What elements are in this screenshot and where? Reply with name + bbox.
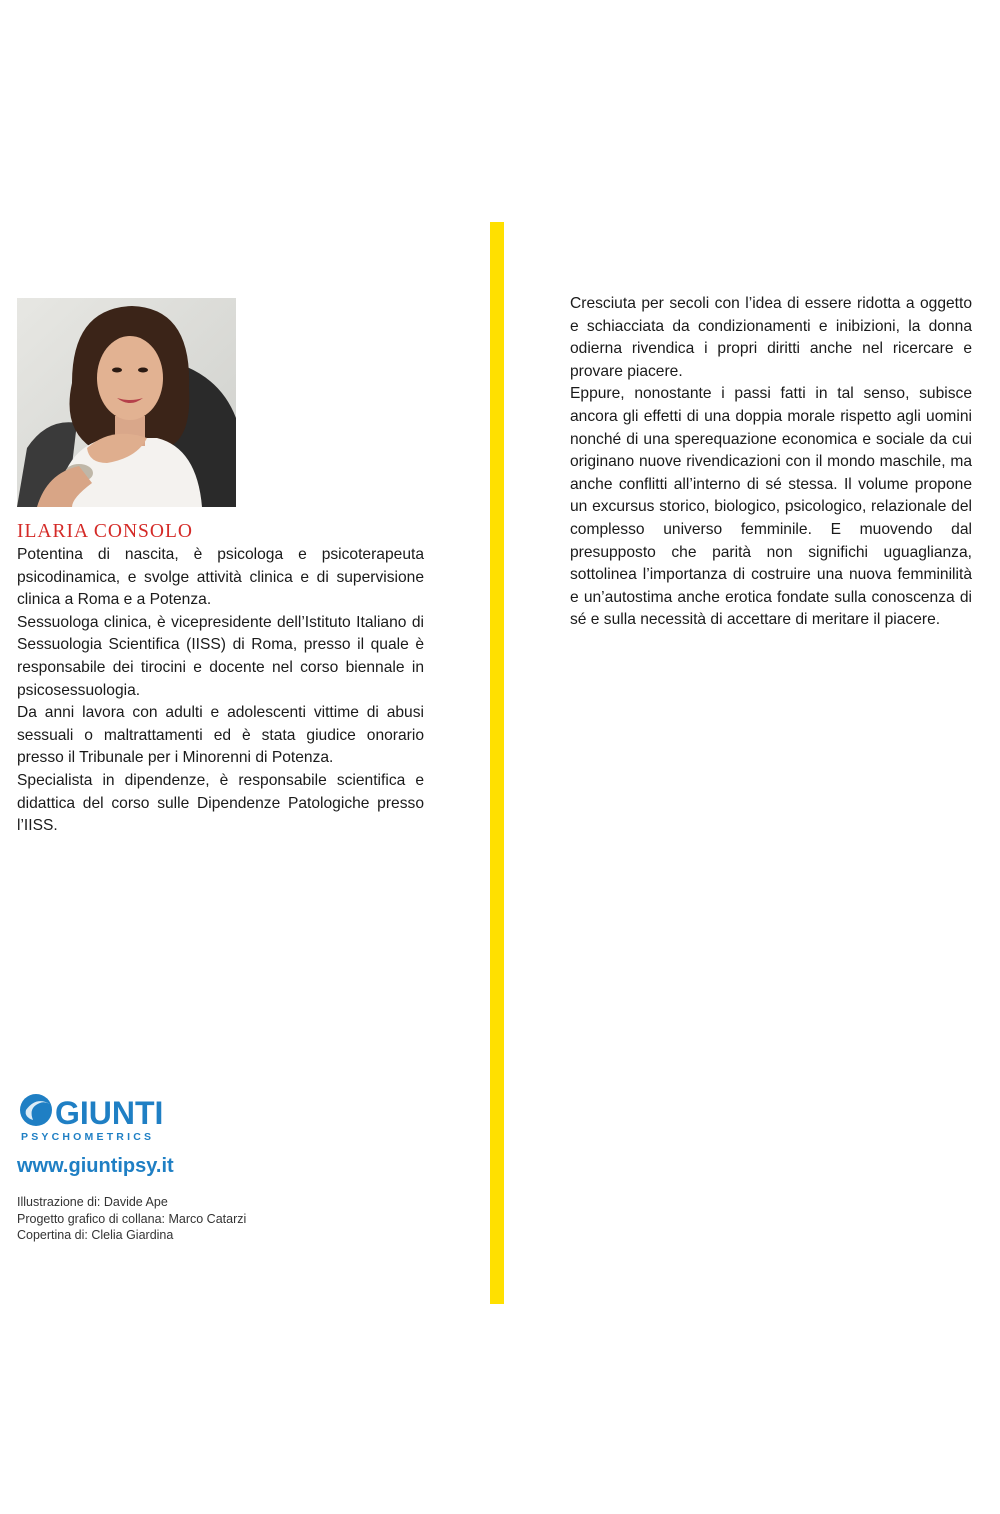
blurb-paragraph: Eppure, nonostante i passi fatti in tal senso, subisce ancora gli effetti di una doppia morale rispetto agli uomini nonché di una sperequazione economica e sociale da cui originano nuove rivendicazioni con il mondo maschile, ma anche conflitti all’interno di sé stessa. Il volume propone un excursus storico, biologico, psicologico, relazionale del complesso universo femminile. E muovendo dal presupposto che parità non significhi uguaglianza, sottolinea l’importanza di costruire una nuova femminilità e un’autostima anche erotica fondate sulla conoscenza di sé e sulla necessità di accettare di meritare il piacere.: [570, 385, 972, 629]
author-name: ILARIA CONSOLO: [17, 521, 193, 542]
credit-line: Progetto grafico di collana: Marco Catarzi: [17, 1211, 247, 1226]
bio-paragraph: Da anni lavora con adulti e adolescenti vittime di abusi sessuali o maltrattamenti ed è stata giudice onorario presso il Tribunale per i Minorenni di Potenza.: [17, 704, 424, 767]
publisher-logo: [17, 1090, 192, 1142]
logo-subtitle: PSYCHOMETRICS: [21, 1131, 155, 1142]
credit-line: Illustrazione di: Davide Ape: [17, 1195, 168, 1209]
credit-line: Copertina di: Clelia Giardina: [17, 1228, 174, 1242]
author-photo: [17, 298, 236, 507]
logo-wordmark: GIUNTI: [55, 1095, 164, 1131]
bio-paragraph: Potentina di nascita, è psicologa e psicoterapeuta psicodinamica, e svolge attività clinica e di supervisione clinica a Roma e a Potenza.: [17, 546, 424, 609]
blurb-paragraph: Cresciuta per secoli con l’idea di essere ridotta a oggetto e schiacciata da condizionamenti e inibizioni, la donna odierna rivendica i propri diritti anche nel ricercare e provare piacere.: [570, 295, 972, 380]
book-blurb: [570, 293, 972, 632]
website-url[interactable]: www.giuntipsy.it: [17, 1155, 174, 1177]
bio-paragraph: Sessuologa clinica, è vicepresidente dell’Istituto Italiano di Sessuologia Scientifica (IISS) di Roma, presso il quale è responsabile dei tirocini e docente nel corso biennale in psicosessuologia.: [17, 613, 424, 699]
globe-icon: [20, 1094, 52, 1126]
spine-divider: [490, 222, 504, 1304]
bio-paragraph: Specialista in dipendenze, è responsabile scientifica e didattica del corso sulle Dipendenze Patologiche presso l’IISS.: [17, 771, 424, 835]
credits: [17, 1194, 246, 1244]
author-bio: [17, 544, 424, 838]
